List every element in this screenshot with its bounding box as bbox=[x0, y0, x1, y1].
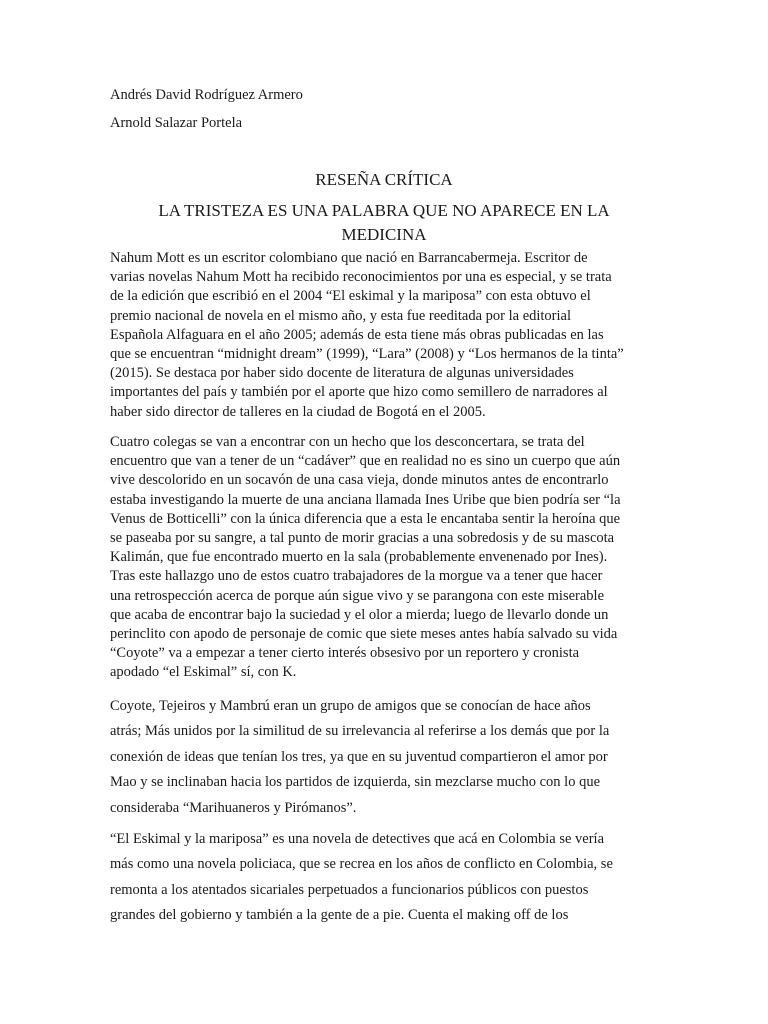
book-title-line: LA TRISTEZA ES UNA PALABRA QUE NO APARECE EN LA bbox=[158, 201, 610, 220]
book-title-line: MEDICINA bbox=[341, 225, 427, 244]
text-line: remonta a los atentados sicariales perpetuados a funcionarios públicos con puestos bbox=[110, 881, 589, 898]
text-line: Kalimán, que fue encontrado muerto en la sala (probablemente envenenado por Ines). bbox=[110, 549, 608, 566]
text-line: Coyote, Tejeiros y Mambrú eran un grupo de amigos que se conocían de hace años bbox=[110, 698, 591, 714]
text-line: Española Alfaguara en el año 2005; además de esta tiene más obras publicadas en las bbox=[110, 326, 604, 343]
text-line: Nahum Mott es un escritor colombiano que nació en Barrancabermeja. Escritor de bbox=[110, 250, 588, 266]
text-line: encuentro que van a tener de un “cadáver” que en realidad no es sino un cuerpo que aún bbox=[110, 453, 621, 470]
paragraph-author-bio bbox=[110, 249, 658, 422]
paragraph-genre bbox=[110, 827, 658, 929]
text-line: haber sido director de talleres en la ciudad de Bogotá en el 2005. bbox=[110, 403, 486, 420]
text-line: “El Eskimal y la mariposa” es una novela de detectives que acá en Colombia se vería bbox=[110, 831, 605, 847]
text-line: de la edición que escribió en el 2004 “El eskimal y la mariposa” con esta obtuvo el bbox=[110, 288, 591, 305]
text-line: una retrospección acerca de porque aún sigue vivo y se parangona con este miserable bbox=[110, 587, 604, 604]
text-line: Tras este hallazgo uno de estos cuatro trabajadores de la morgue va a tener que hacer bbox=[110, 568, 603, 585]
text-line: premio nacional de novela en el mismo año, y esta fue reeditada por la editorial bbox=[110, 307, 572, 324]
text-line: vive descolorido en un socavón de una casa vieja, donde minutos antes de encontrarlo bbox=[110, 472, 609, 489]
text-line: (2015). Se destaca por haber sido docente de literatura de algunas universidades bbox=[110, 365, 574, 382]
text-line: estaba investigando la muerte de una anciana llamada Ines Uribe que bien podría ser “la bbox=[110, 491, 621, 508]
text-line: perinclito con apodo de personaje de comic que siete meses antes había salvado su vida bbox=[110, 626, 618, 643]
text-line: conexión de ideas que tenían los tres, ya que en su juventud compartieron el amor por bbox=[110, 748, 608, 765]
text-line: varias novelas Nahum Mott ha recibido reconocimientos por una es especial, y se trata bbox=[110, 269, 612, 286]
review-heading: RESEÑA CRÍTICA bbox=[315, 170, 453, 189]
text-line: grandes del gobierno y también a la gente de a pie. Cuenta el making off de los bbox=[110, 907, 569, 924]
author-name: Arnold Salazar Portela bbox=[110, 115, 243, 131]
text-line: más como una novela policiaca, que se recrea en los años de conflicto en Colombia, se bbox=[110, 856, 613, 873]
text-line: se paseaba por su sangre, a tal punto de morir gracias a una sobredosis y de su mascota bbox=[110, 530, 615, 547]
book-title bbox=[110, 199, 658, 247]
author-name: Andrés David Rodríguez Armero bbox=[110, 87, 303, 103]
paragraph-characters bbox=[110, 694, 658, 821]
paragraph-plot bbox=[110, 433, 658, 683]
text-line: importantes del país y también por el aporte que hizo como semillero de narradores al bbox=[110, 384, 608, 401]
text-line: “Coyote” va a empezar a tener cierto interés obsesivo por un reportero y cronista bbox=[110, 645, 580, 662]
text-line: Venus de Botticelli” con la única diferencia que a esta le encantaba sentir la heroína que bbox=[110, 510, 621, 527]
text-line: Mao y se inclinaban hacia los partidos de izquierda, sin mezclarse mucho con lo que bbox=[110, 774, 601, 791]
text-line: apodado “el Eskimal” sí, con K. bbox=[110, 664, 297, 681]
text-line: atrás; Más unidos por la similitud de su irrelevancia al referirse a los demás que por la bbox=[110, 723, 610, 740]
text-line: que se encuentran “midnight dream” (1999), “Lara” (2008) y “Los hermanos de la tinta” bbox=[110, 346, 624, 363]
text-line: que acaba de encontrar bajo la suciedad y el olor a mierda; luego de llevarlo donde un bbox=[110, 606, 609, 623]
text-line: Cuatro colegas se van a encontrar con un hecho que los desconcertara, se trata del bbox=[110, 434, 585, 450]
text-line: consideraba “Marihuaneros y Pirómanos”. bbox=[110, 799, 357, 816]
